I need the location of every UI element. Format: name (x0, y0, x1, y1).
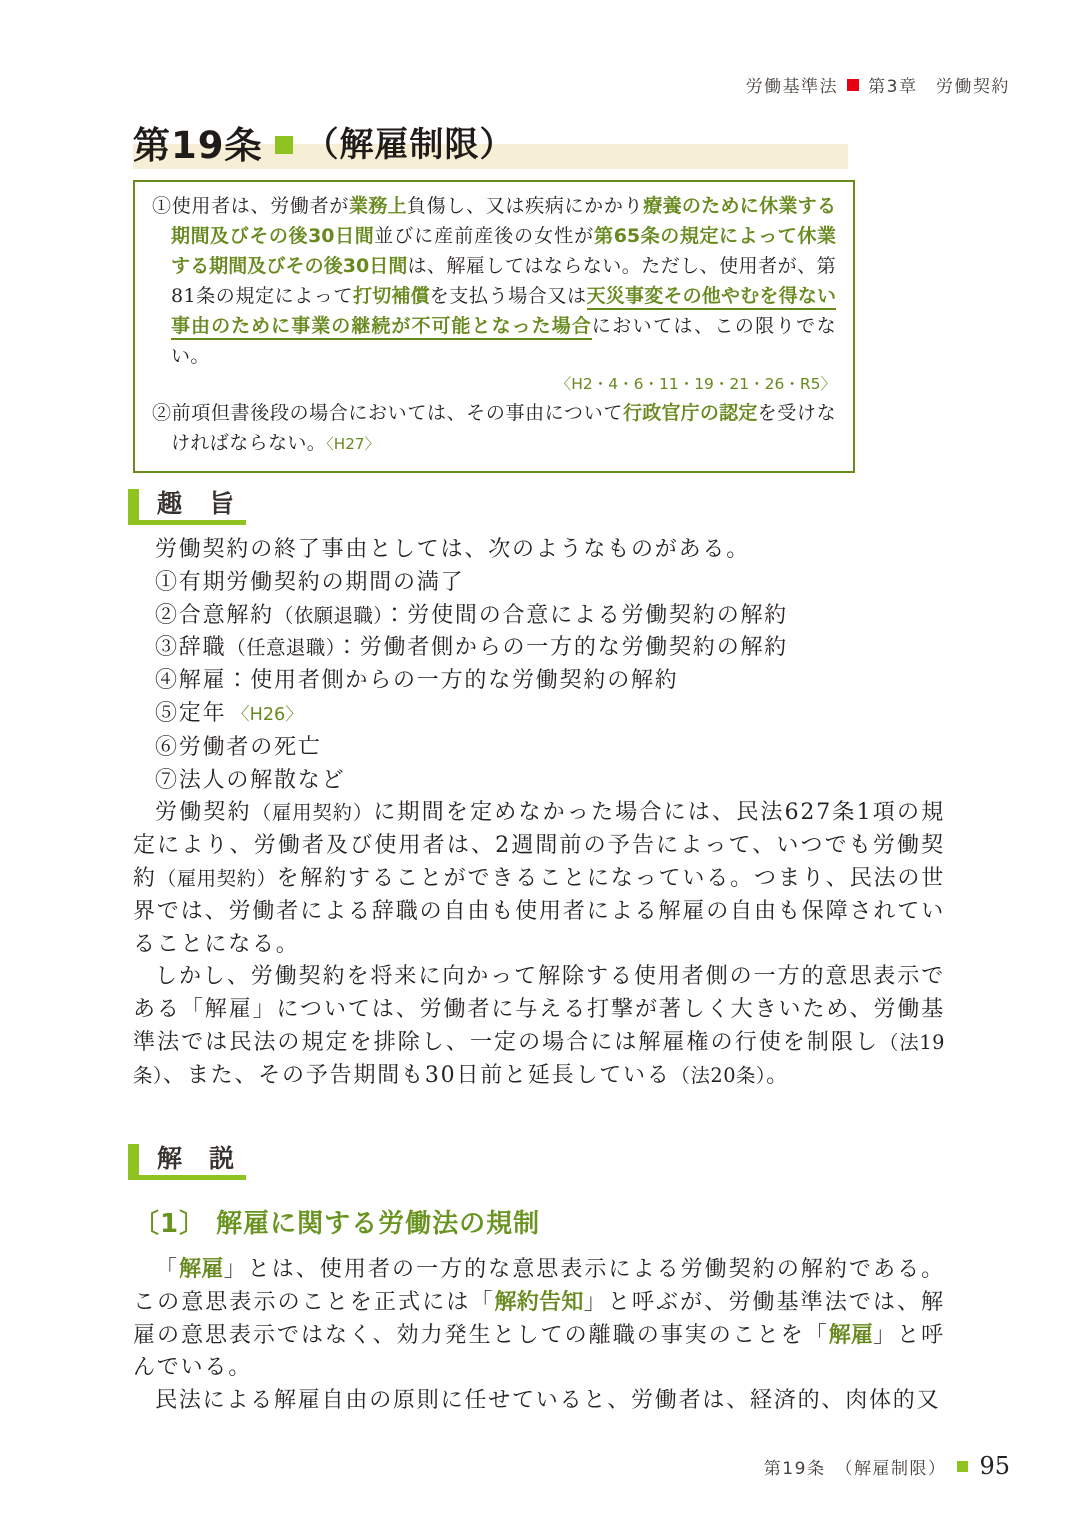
commentary-section-header (133, 1142, 945, 1189)
running-header-law-title: 労働基準法 (745, 77, 839, 97)
list-item-3: ③辞職（任意退職）：労働者側からの一方的な労働契約の解約 (155, 635, 789, 661)
statute-revision-note: 〈H2・4・6・11・19・21・26・R5〉 (555, 375, 836, 393)
purpose-section-header (133, 487, 945, 534)
commentary-sub-heading: 〔1〕 解雇に関する労働法の規制 (133, 1209, 541, 1239)
purpose-section-title: 趣 旨 (157, 489, 236, 518)
statute-text-box (133, 180, 855, 473)
section-bar-icon (128, 1144, 139, 1175)
commentary-paragraph-2: 民法による解雇自由の原則に任せていると、労働者は、経済的、肉体的又 (155, 1388, 941, 1414)
commentary-paragraph-1: 「解雇」とは、使用者の一方的な意思表示による労働契約の解約である。この意思表示のことを正式には「解約告知」と呼ぶが、労働基準法では、解雇の意思表示ではなく、効力発生としての離職の事実のことを「解雇」と呼んでいる。 (133, 1257, 945, 1381)
list-item-2: ②合意解約（依願退職）：労使間の合意による労働契約の解約 (155, 602, 789, 628)
list-item-6: ⑥労働者の死亡 (155, 734, 322, 760)
purpose-body (133, 534, 945, 1093)
section-bar-icon (128, 489, 139, 520)
list-item-1: ①有期労働契約の期間の満了 (155, 569, 465, 595)
section-underline-icon (128, 1175, 246, 1180)
article-name: （解雇制限） (304, 125, 515, 165)
purpose-paragraph-2: しかし、労働契約を将来に向かって解除する使用者側の一方的意思表示である「解雇」については、労働者に与える打撃が著しく大きいため、労働基準法では民法の規定を排除し、一定の場合には解雇権の行使を制限し（法19条）、また、その予告期間も30日前と延長している（法20条）。 (133, 964, 945, 1088)
section-underline-icon (128, 520, 246, 525)
purpose-intro-paragraph: 労働契約の終了事由としては、次のようなものがある。 (155, 537, 751, 562)
list-item-5: ⑤定年 〈H26〉 (155, 700, 303, 726)
page-number: 95 (979, 1452, 1010, 1480)
running-header-chapter: 第3章 労働契約 (868, 77, 1010, 97)
green-square-icon (957, 1461, 968, 1472)
purpose-paragraph-1: 労働契約（雇用契約）に期間を定めなかった場合には、民法627条1項の規定により、労働者及び使用者は、2週間前の予告によって、いつでも労働契約（雇用契約）を解約することができることになっている。つまり、民法の世界では、労働者による辞職の自由も使用者による解雇の自由も保障されていることになる。 (133, 800, 946, 957)
footer-article-label: 第19条 （解雇制限） (763, 1458, 947, 1479)
list-item-4: ④解雇：使用者側からの一方的な労働契約の解約 (155, 668, 679, 694)
section-commentary (133, 1142, 945, 1418)
article-title (133, 120, 848, 170)
red-square-icon (847, 79, 859, 91)
list-item-7: ⑦法人の解散など (155, 767, 346, 793)
article-number: 第19条 (133, 123, 263, 167)
running-header (746, 72, 1010, 97)
green-square-icon (275, 136, 293, 154)
commentary-section-title: 解 説 (157, 1144, 236, 1173)
statute-paragraph-1: ①使用者は、労働者が業務上負傷し、又は疾病にかかり療養のために休業する期間及びその後30日間並びに産前産後の女性が第65条の規定によって休業する期間及びその後30日間は、解雇してはならない。ただし、使用者が、第81条の規定によって打切補償を支払う場合又は天災事変その他やむを得ない事由のために事業の継続が不可能となった場合においては、この限りでない。 (152, 195, 836, 367)
section-purpose (133, 487, 945, 1093)
running-footer (764, 1452, 1010, 1480)
statute-paragraph-2: ②前項但書後段の場合においては、その事由について行政官庁の認定を受けなければならない。〈H27〉 (152, 402, 836, 454)
commentary-body (133, 1254, 945, 1418)
